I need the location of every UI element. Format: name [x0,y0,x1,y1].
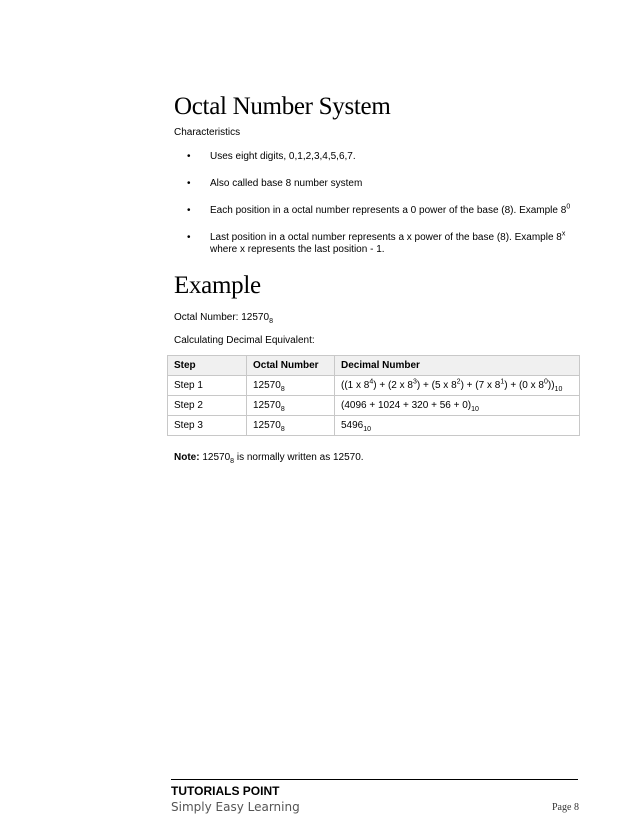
footer-divider [171,779,578,780]
bullet-icon: • [187,178,191,189]
conversion-table [167,355,580,436]
note-text: Note: $12570_8$ is normally written as 12570. [174,452,364,465]
characteristics-list [174,151,594,271]
table-row: Step 2 $12570_8$ $(4096 + 1024 + 320 + 56 + 0)_{10}$ [168,396,580,416]
footer-brand: TUTORIALS POINT [171,784,280,798]
octal-number-label: Octal Number: $12570_8$ [174,312,273,325]
page-number: Page 8 [552,802,579,813]
characteristics-label: Characteristics [174,127,241,138]
header-octal: Octal Number [247,356,335,376]
table-row: Step 3 $12570_8$ $5496_{10}$ [168,416,580,436]
bullet-icon: • [187,151,191,162]
bullet-icon: • [187,232,191,243]
list-item: • Last position in a octal number represents a x power of the base (8). Example 8$^x$ where x represents the last position - 1. [187,230,566,255]
list-item: • Each position in a octal number represents a 0 power of the base (8). Example $8^0$ [187,203,571,216]
calculating-label: Calculating Decimal Equivalent: [174,335,315,346]
table-row: Step 1 $12570_8$ ((1 x $8^4) + (2$ x $8^3) + (5$ x $8^2) + (7$ x $8^1) + (0$ x $8^0))_{10}$ [168,376,580,396]
table-header-row [168,356,580,376]
section-title-example: Example [174,272,261,299]
footer-tagline: Simply Easy Learning [171,800,300,814]
section-title-octal: Octal Number System [174,93,391,120]
list-item: • Also called base 8 number system [187,178,363,189]
list-item: • Uses eight digits, 0,1,2,3,4,5,6,7. [187,151,356,162]
bullet-icon: • [187,205,191,216]
header-step: Step [168,356,247,376]
header-decimal: Decimal Number [335,356,580,376]
